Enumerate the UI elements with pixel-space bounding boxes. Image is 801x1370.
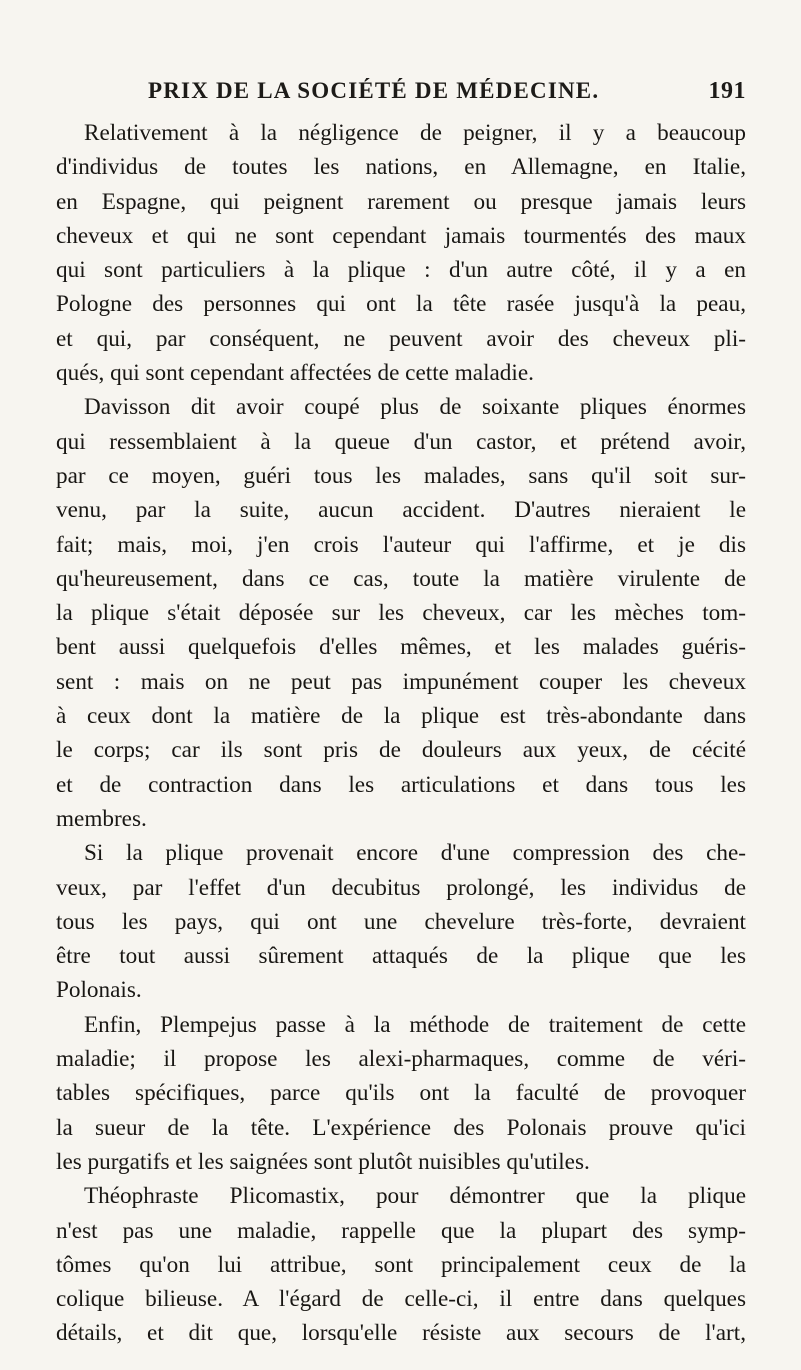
text-line: maladie; il propose les alexi-pharmaques, comme de véri- <box>56 1046 746 1073</box>
text-line: colique bilieuse. A l'égard de celle-ci, il entre dans quelques <box>56 1286 746 1313</box>
text-line: Théophraste Plicomastix, pour démontrer que la plique <box>84 1183 746 1210</box>
text-line: n'est pas une maladie, rappelle que la plupart des symp- <box>56 1217 746 1244</box>
text-line: membres. <box>56 805 147 832</box>
text-line: tômes qu'on lui attribue, sont principalement ceux de la <box>56 1251 746 1278</box>
text-line: venu, par la suite, aucun accident. D'autres nieraient le <box>56 497 746 524</box>
text-line: qu'heureusement, dans ce cas, toute la matière virulente de <box>56 565 746 592</box>
text-line: bent aussi quelquefois d'elles mêmes, et les malades guéris- <box>56 634 746 661</box>
text-line: en Espagne, qui peignent rarement ou presque jamais leurs <box>56 188 746 215</box>
text-line: cheveux et qui ne sont cependant jamais tourmentés des maux <box>56 222 746 249</box>
text-line: veux, par l'effet d'un decubitus prolongé, les individus de <box>56 874 746 901</box>
text-line: qués, qui sont cependant affectées de cette maladie. <box>56 360 534 387</box>
text-line: qui ressemblaient à la queue d'un castor, et prétend avoir, <box>56 428 746 455</box>
text-line: sent : mais on ne peut pas impunément couper les cheveux <box>56 668 746 695</box>
text-line: par ce moyen, guéri tous les malades, sans qu'il soit sur- <box>56 462 746 489</box>
text-line: le corps; car ils sont pris de douleurs aux yeux, de cécité <box>56 737 746 764</box>
text-line: d'individus de toutes les nations, en Allemagne, en Italie, <box>56 154 746 181</box>
text-line: détails, et dit que, lorsqu'elle résiste aux secours de l'art, <box>56 1320 746 1347</box>
text-line: fait; mais, moi, j'en crois l'auteur qui l'affirme, et je dis <box>56 531 746 558</box>
page-number: 191 <box>708 78 746 104</box>
text-line: Polonais. <box>56 977 142 1004</box>
text-line: Enfin, Plempejus passe à la méthode de traitement de cette <box>84 1011 746 1038</box>
text-line: et qui, par conséquent, ne peuvent avoir des cheveux pli- <box>56 325 746 352</box>
text-line: la sueur de la tête. L'expérience des Polonais prouve qu'ici <box>56 1114 746 1141</box>
text-line: tables spécifiques, parce qu'ils ont la faculté de provoquer <box>56 1080 746 1107</box>
text-line: Pologne des personnes qui ont la tête rasée jusqu'à la peau, <box>56 291 746 318</box>
text-line: tous les pays, qui ont une chevelure très-forte, devraient <box>56 908 746 935</box>
text-line: Davisson dit avoir coupé plus de soixante pliques énormes <box>84 394 746 421</box>
text-line: Relativement à la négligence de peigner, il y a beaucoup <box>84 120 746 146</box>
text-line: la plique s'était déposée sur les cheveux, car les mèches tom- <box>56 600 746 627</box>
page-header <box>56 78 746 118</box>
text-line: à ceux dont la matière de la plique est très-abondante dans <box>56 703 746 730</box>
running-title: PRIX DE LA SOCIÉTÉ DE MÉDECINE. <box>148 78 600 103</box>
text-line: être tout aussi sûrement attaqués de la plique que les <box>56 943 746 970</box>
text-line: qui sont particuliers à la plique : d'un autre côté, il y a en <box>56 257 746 284</box>
body-text <box>56 116 746 1351</box>
text-line: et de contraction dans les articulations et dans tous les <box>56 771 746 798</box>
text-line: Si la plique provenait encore d'une compression des che- <box>84 840 746 867</box>
text-line: les purgatifs et les saignées sont plutôt nuisibles qu'utiles. <box>56 1148 590 1175</box>
